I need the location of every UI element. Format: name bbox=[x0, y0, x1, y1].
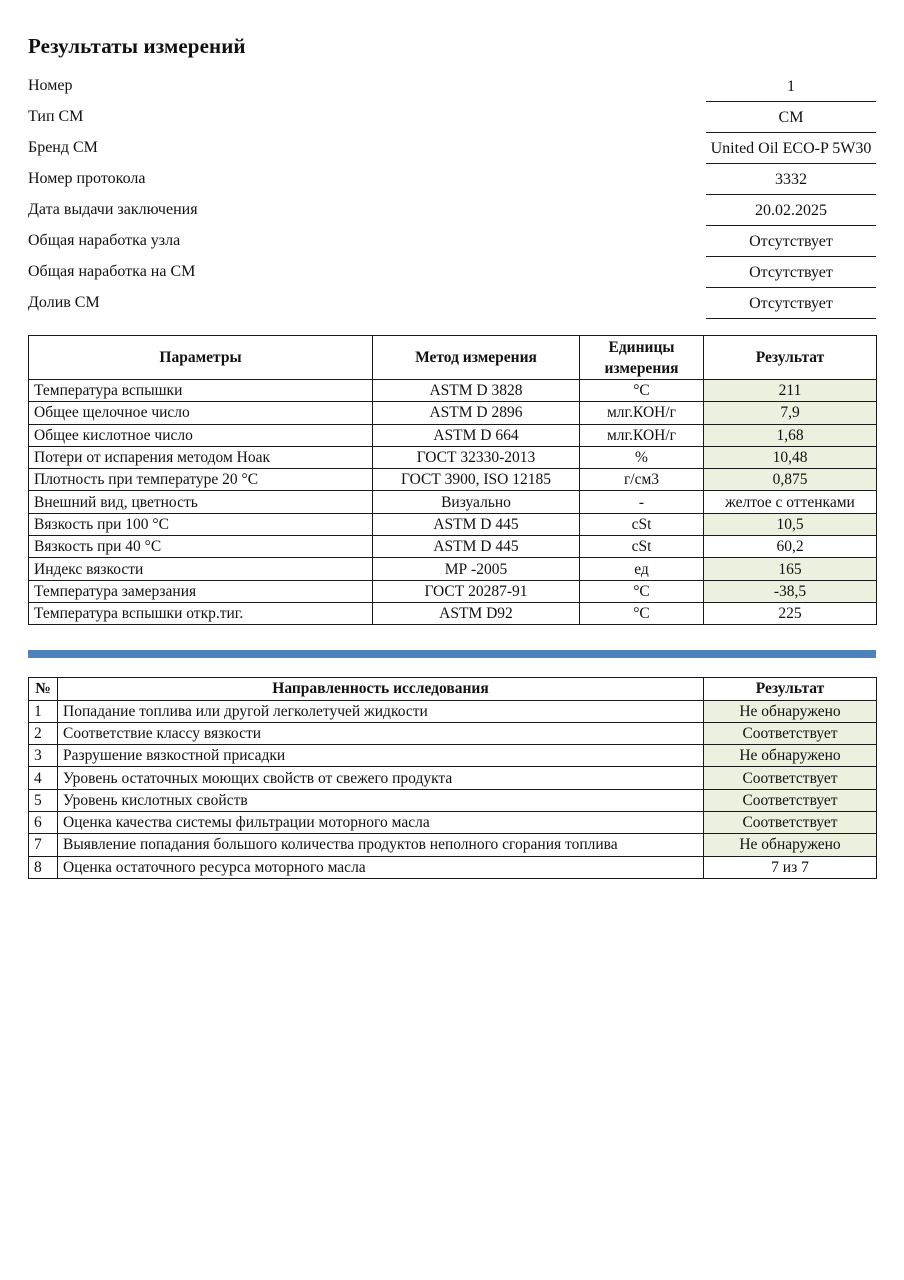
param-units: - bbox=[580, 491, 704, 513]
info-row bbox=[28, 103, 876, 134]
param-units: г/см3 bbox=[580, 469, 704, 491]
param-name: Вязкость при 40 °C bbox=[29, 536, 373, 558]
study-result: Соответствует bbox=[704, 767, 877, 789]
info-value: 20.02.2025 bbox=[706, 196, 876, 226]
study-direction: Попадание топлива или другой легколетучей жидкости bbox=[58, 700, 704, 722]
study-number: 8 bbox=[29, 856, 58, 878]
study-direction: Уровень остаточных моющих свойств от свежего продукта bbox=[58, 767, 704, 789]
param-units: cSt bbox=[580, 536, 704, 558]
param-method: ГОСТ 20287-91 bbox=[373, 580, 580, 602]
info-value: Отсутствует bbox=[706, 258, 876, 288]
study-result: Не обнаружено bbox=[704, 745, 877, 767]
param-result: 10,5 bbox=[704, 513, 877, 535]
table-row bbox=[29, 834, 877, 856]
header-result: Результат bbox=[704, 336, 877, 380]
info-block bbox=[28, 72, 876, 320]
param-result: 60,2 bbox=[704, 536, 877, 558]
param-units: % bbox=[580, 446, 704, 468]
param-result: 0,875 bbox=[704, 469, 877, 491]
info-label: Общая наработка на СМ bbox=[28, 263, 196, 280]
info-row bbox=[28, 196, 876, 227]
header-study-result: Результат bbox=[704, 678, 877, 701]
info-value: Отсутствует bbox=[706, 289, 876, 319]
info-row bbox=[28, 227, 876, 258]
table-row bbox=[29, 446, 877, 468]
table-row bbox=[29, 424, 877, 446]
table-row bbox=[29, 811, 877, 833]
params-table bbox=[28, 335, 877, 625]
page-title: Результаты измерений bbox=[28, 34, 246, 58]
param-method: ASTM D92 bbox=[373, 602, 580, 624]
param-method: ГОСТ 3900, ISO 12185 bbox=[373, 469, 580, 491]
table-row bbox=[29, 513, 877, 535]
param-name: Плотность при температуре 20 °C bbox=[29, 469, 373, 491]
param-name: Общее щелочное число bbox=[29, 402, 373, 424]
table-row bbox=[29, 789, 877, 811]
header-num: № bbox=[29, 678, 58, 701]
study-direction: Соответствие классу вязкости bbox=[58, 722, 704, 744]
param-method: ASTM D 445 bbox=[373, 513, 580, 535]
info-label: Номер bbox=[28, 77, 73, 94]
table-row bbox=[29, 380, 877, 402]
header-param: Параметры bbox=[29, 336, 373, 380]
info-row bbox=[28, 72, 876, 103]
study-number: 3 bbox=[29, 745, 58, 767]
study-number: 1 bbox=[29, 700, 58, 722]
param-result: 1,68 bbox=[704, 424, 877, 446]
study-number: 2 bbox=[29, 722, 58, 744]
param-result: желтое с оттенками bbox=[704, 491, 877, 513]
param-method: ASTM D 664 bbox=[373, 424, 580, 446]
header-units-line1: Единицы bbox=[608, 338, 675, 356]
param-name: Индекс вязкости bbox=[29, 558, 373, 580]
table-row bbox=[29, 602, 877, 624]
study-result: Соответствует bbox=[704, 722, 877, 744]
study-number: 4 bbox=[29, 767, 58, 789]
param-units: ед bbox=[580, 558, 704, 580]
header-units bbox=[580, 336, 704, 380]
param-result: -38,5 bbox=[704, 580, 877, 602]
param-method: ASTM D 2896 bbox=[373, 402, 580, 424]
params-header-row bbox=[29, 336, 877, 380]
study-result: Соответствует bbox=[704, 811, 877, 833]
studies-header-row bbox=[29, 678, 877, 701]
param-units: млг.КОН/г bbox=[580, 402, 704, 424]
table-row bbox=[29, 469, 877, 491]
table-row bbox=[29, 558, 877, 580]
table-row bbox=[29, 536, 877, 558]
table-row bbox=[29, 700, 877, 722]
info-label: Дата выдачи заключения bbox=[28, 201, 198, 218]
table-row bbox=[29, 856, 877, 878]
info-value: СМ bbox=[706, 103, 876, 133]
info-row bbox=[28, 134, 876, 165]
studies-table bbox=[28, 677, 877, 879]
study-result: 7 из 7 bbox=[704, 856, 877, 878]
param-result: 225 bbox=[704, 602, 877, 624]
study-result: Соответствует bbox=[704, 789, 877, 811]
info-value: 1 bbox=[706, 72, 876, 102]
param-name: Температура вспышки bbox=[29, 380, 373, 402]
param-name: Вязкость при 100 °C bbox=[29, 513, 373, 535]
param-method: МР -2005 bbox=[373, 558, 580, 580]
section-separator bbox=[28, 650, 876, 658]
info-label: Тип СМ bbox=[28, 108, 84, 125]
info-label: Номер протокола bbox=[28, 170, 146, 187]
study-direction: Разрушение вязкостной присадки bbox=[58, 745, 704, 767]
study-direction: Оценка остаточного ресурса моторного масла bbox=[58, 856, 704, 878]
param-result: 7,9 bbox=[704, 402, 877, 424]
study-result: Не обнаружено bbox=[704, 834, 877, 856]
study-number: 5 bbox=[29, 789, 58, 811]
param-method: ГОСТ 32330-2013 bbox=[373, 446, 580, 468]
param-result: 211 bbox=[704, 380, 877, 402]
param-name: Потери от испарения методом Ноак bbox=[29, 446, 373, 468]
param-method: ASTM D 3828 bbox=[373, 380, 580, 402]
header-method: Метод измерения bbox=[373, 336, 580, 380]
param-result: 10,48 bbox=[704, 446, 877, 468]
table-row bbox=[29, 491, 877, 513]
study-direction: Уровень кислотных свойств bbox=[58, 789, 704, 811]
param-units: млг.КОН/г bbox=[580, 424, 704, 446]
study-direction: Выявление попадания большого количества продуктов неполного сгорания топлива bbox=[58, 834, 704, 856]
info-label: Общая наработка узла bbox=[28, 232, 181, 249]
info-value: Отсутствует bbox=[706, 227, 876, 257]
param-units: cSt bbox=[580, 513, 704, 535]
param-units: °C bbox=[580, 580, 704, 602]
param-name: Общее кислотное число bbox=[29, 424, 373, 446]
table-row bbox=[29, 402, 877, 424]
header-direction: Направленность исследования bbox=[58, 678, 704, 701]
param-method: ASTM D 445 bbox=[373, 536, 580, 558]
param-name: Температура вспышки откр.тиг. bbox=[29, 602, 373, 624]
param-units: °C bbox=[580, 380, 704, 402]
table-row bbox=[29, 722, 877, 744]
study-direction: Оценка качества системы фильтрации моторного масла bbox=[58, 811, 704, 833]
table-row bbox=[29, 745, 877, 767]
info-label: Долив СМ bbox=[28, 294, 100, 311]
info-row bbox=[28, 289, 876, 320]
param-method: Визуально bbox=[373, 491, 580, 513]
param-name: Температура замерзания bbox=[29, 580, 373, 602]
header-units-line2: измерения bbox=[604, 359, 679, 377]
study-result: Не обнаружено bbox=[704, 700, 877, 722]
info-row bbox=[28, 258, 876, 289]
param-name: Внешний вид, цветность bbox=[29, 491, 373, 513]
study-number: 7 bbox=[29, 834, 58, 856]
table-row bbox=[29, 580, 877, 602]
info-value: 3332 bbox=[706, 165, 876, 195]
table-row bbox=[29, 767, 877, 789]
info-row bbox=[28, 165, 876, 196]
study-number: 6 bbox=[29, 811, 58, 833]
param-units: °C bbox=[580, 602, 704, 624]
info-label: Бренд СМ bbox=[28, 139, 98, 156]
info-value: United Oil ECO-P 5W30 bbox=[706, 134, 876, 164]
param-result: 165 bbox=[704, 558, 877, 580]
